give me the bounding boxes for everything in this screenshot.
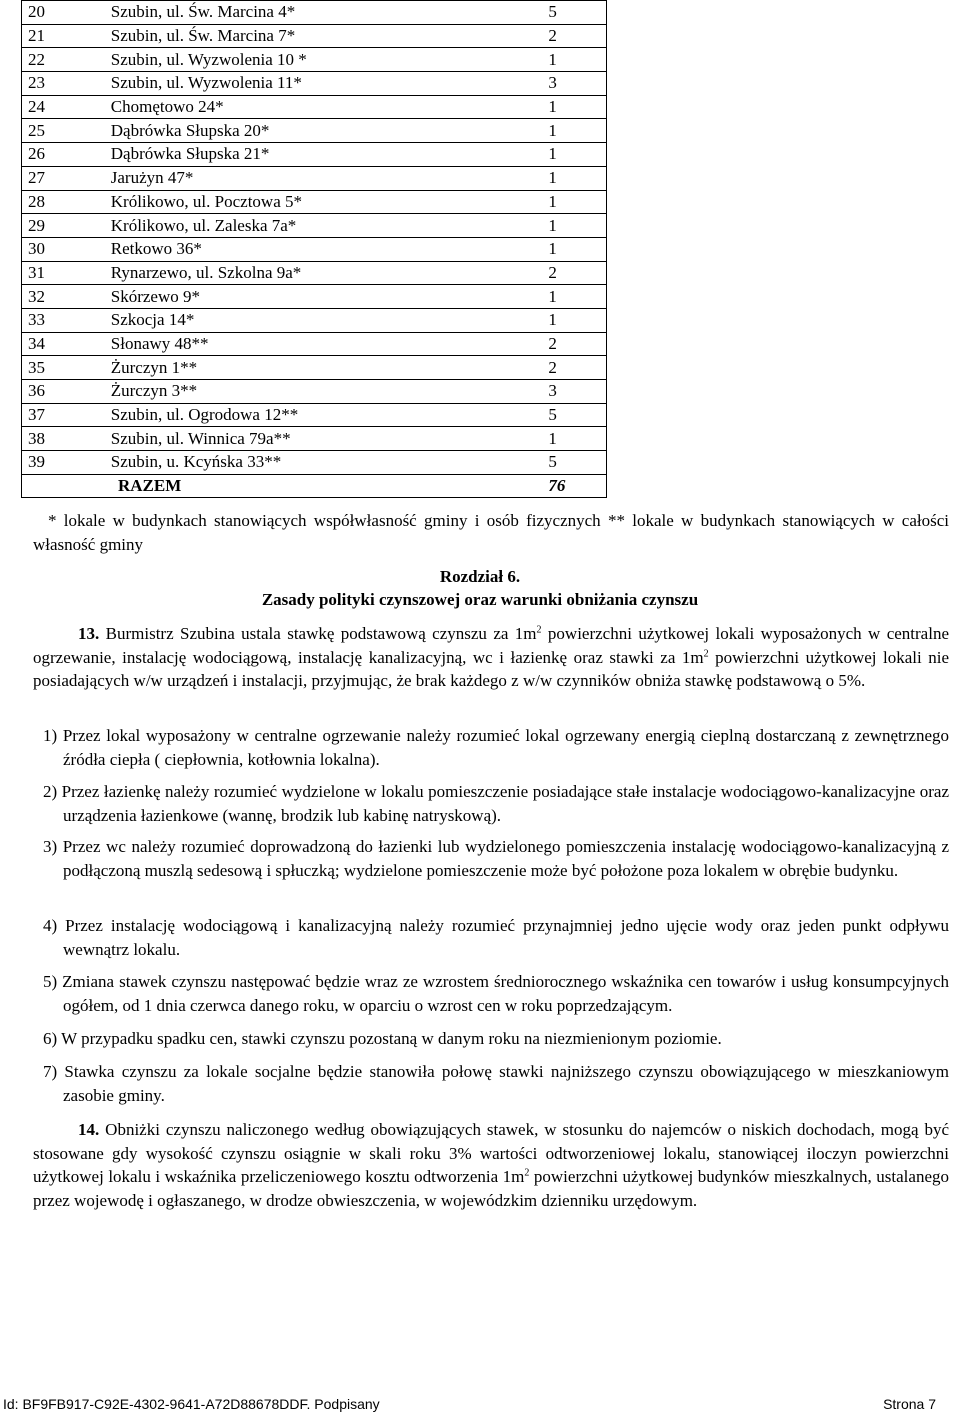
table-row — [22, 48, 607, 72]
row-number: 34 — [22, 332, 80, 356]
table-row — [22, 166, 607, 190]
row-count: 2 — [542, 261, 606, 285]
paragraph-13-number: 13. — [78, 624, 100, 643]
row-number: 33 — [22, 308, 80, 332]
paragraph-14-text-b: powierzchni użytkowej budynków mieszkalnych, ustalanego przez wojewodę i ogłaszanego, w drodze obwieszczenia, w wojewódzkim dzienniku urzędowym. — [33, 1167, 949, 1210]
paragraph-13-text-c: powierzchni użytkowej lokali nie posiadających w/w urządzeń i instalacji, przyjmując, że brak każdego z w/w czynników obniża stawkę podstawową o 5%. — [33, 647, 950, 690]
chapter-title: Rozdział 6. — [439, 567, 521, 586]
paragraph-13-sup-a: 2 — [536, 624, 542, 636]
row-number: 39 — [22, 451, 80, 475]
row-count: 1 — [542, 285, 606, 309]
row-number: 23 — [22, 72, 80, 96]
table-row — [22, 237, 607, 261]
table-footnote: * lokale w budynkach stanowiących współwłasność gminy i osób fizycznych ** lokale w budynkach stanowiących w całości własność gminy — [33, 511, 949, 554]
table-row — [22, 95, 607, 119]
row-count: 5 — [542, 1, 606, 25]
row-address: Dąbrówka Słupska 21* — [80, 143, 543, 167]
list-item: 4) Przez instalację wodociągową i kanalizacyjną należy rozumieć przynajmniej jedno ujęcie wody oraz jeden punkt odpływu wewnątrz lokalu. — [43, 916, 949, 959]
row-number: 26 — [22, 143, 80, 167]
table-row — [22, 72, 607, 96]
row-address: Szubin, ul. Ogrodowa 12** — [80, 403, 543, 427]
row-address: Dąbrówka Słupska 20* — [80, 119, 543, 143]
page-number: Strona 7 — [883, 1396, 936, 1412]
chapter-subtitle: Zasady polityki czynszowej oraz warunki obniżania czynszu — [261, 590, 699, 609]
paragraph-13-sup-b: 2 — [703, 647, 709, 659]
row-count: 2 — [542, 356, 606, 380]
paragraph-14-text-a: Obniżki czynszu naliczonego według obowiązujących stawek, w stosunku do najemców o niskich dochodach, mogą być stosowane gdy wysokość czynszu osiągnie w skali roku 3% wartości odtworzeniowej lokalu, stanowiącej iloczyn powierzchni użytkowej lokalu i wskaźnika przeliczeniowego kosztu odtworzenia 1m — [33, 1120, 949, 1186]
row-number: 24 — [22, 95, 80, 119]
row-count: 5 — [542, 451, 606, 475]
table-row — [22, 1, 607, 25]
table-row — [22, 380, 607, 404]
row-count: 1 — [542, 166, 606, 190]
row-address: Skórzewo 9* — [80, 285, 543, 309]
table-row — [22, 261, 607, 285]
total-value: 76 — [542, 474, 606, 498]
table-total-row — [22, 474, 607, 498]
row-address: Szubin, ul. Św. Marcina 4* — [80, 1, 543, 25]
row-number: 29 — [22, 214, 80, 238]
row-count: 3 — [542, 380, 606, 404]
total-label: RAZEM — [22, 474, 543, 498]
table-row — [22, 451, 607, 475]
paragraph-13-text-a: Burmistrz Szubina ustala stawkę podstawową czynszu za 1m — [99, 624, 537, 643]
row-count: 1 — [542, 214, 606, 238]
row-number: 27 — [22, 166, 80, 190]
row-count: 1 — [542, 143, 606, 167]
row-number: 22 — [22, 48, 80, 72]
row-count: 1 — [542, 95, 606, 119]
row-number: 36 — [22, 380, 80, 404]
table-row — [22, 119, 607, 143]
paragraph-14 — [33, 1118, 949, 1212]
row-number: 30 — [22, 237, 80, 261]
table-row — [22, 308, 607, 332]
units-table-body — [22, 1, 607, 498]
row-number: 31 — [22, 261, 80, 285]
table-row — [22, 285, 607, 309]
row-address: Szubin, ul. Wyzwolenia 11* — [80, 72, 543, 96]
row-count: 2 — [542, 332, 606, 356]
row-count: 2 — [542, 24, 606, 48]
row-count: 1 — [542, 237, 606, 261]
table-row — [22, 24, 607, 48]
row-address: Rynarzewo, ul. Szkolna 9a* — [80, 261, 543, 285]
list-item: 3) Przez wc należy rozumieć doprowadzoną do łazienki lub wydzielonego pomieszczenia instalację wodociągowo-kanalizacyjną z podłączoną muszlą sedesową i spłuczką; wydzielone pomieszczenie może być położone poza lokalem w obrębie budynku. — [43, 837, 949, 880]
row-number: 20 — [22, 1, 80, 25]
table-row — [22, 332, 607, 356]
row-number: 38 — [22, 427, 80, 451]
row-count: 1 — [542, 48, 606, 72]
row-number: 35 — [22, 356, 80, 380]
row-number: 37 — [22, 403, 80, 427]
list-item: 5) Zmiana stawek czynszu następować będzie wraz ze wzrostem średniorocznego wskaźnika cen towarów i usług konsumpcyjnych ogółem, od 1 dnia czerwca danego roku, w oparciu o wzrost cen w roku poprzedzającym. — [43, 972, 949, 1015]
table-row — [22, 403, 607, 427]
row-count: 1 — [542, 119, 606, 143]
row-address: Żurczyn 3** — [80, 380, 543, 404]
row-number: 32 — [22, 285, 80, 309]
document-id: Id: BF9FB917-C92E-4302-9641-A72D88678DDF. Podpisany — [3, 1396, 380, 1412]
paragraph-14-number: 14. — [78, 1120, 100, 1139]
row-address: Szkocja 14* — [80, 308, 543, 332]
list-item: 2) Przez łazienkę należy rozumieć wydzielone w lokalu pomieszczenie posiadające stałe instalacje wodociągowo-kanalizacyjne oraz urządzenia łazienkowe (wannę, brodzik lub kabinę natryskową). — [43, 782, 949, 825]
row-address: Retkowo 36* — [80, 237, 543, 261]
paragraph-13 — [33, 622, 949, 693]
row-count: 5 — [542, 403, 606, 427]
row-address: Słonawy 48** — [80, 332, 543, 356]
row-address: Szubin, ul. Św. Marcina 7* — [80, 24, 543, 48]
table-row — [22, 143, 607, 167]
paragraph-14-sup-a: 2 — [524, 1167, 530, 1179]
row-count: 3 — [542, 72, 606, 96]
row-number: 21 — [22, 24, 80, 48]
row-address: Szubin, u. Kcyńska 33** — [80, 451, 543, 475]
row-address: Jarużyn 47* — [80, 166, 543, 190]
list-item: 1) Przez lokal wyposażony w centralne ogrzewanie należy rozumieć lokal ogrzewany energią cieplną dostarczaną z zewnętrznego źródła ciepła ( ciepłownia, kotłownia lokalna). — [43, 726, 949, 769]
row-number: 25 — [22, 119, 80, 143]
row-address: Szubin, ul. Wyzwolenia 10 * — [80, 48, 543, 72]
row-count: 1 — [542, 427, 606, 451]
table-row — [22, 190, 607, 214]
row-count: 1 — [542, 308, 606, 332]
table-row — [22, 427, 607, 451]
row-address: Szubin, ul. Winnica 79a** — [80, 427, 543, 451]
paragraph-13-text-b: powierzchni użytkowej lokali wyposażonych w centralne ogrzewanie, instalację wodociągową, instalację kanalizacyjną, wc i łazienkę oraz stawki za 1m — [33, 624, 949, 667]
table-row — [22, 356, 607, 380]
list-item: 7) Stawka czynszu za lokale socjalne będzie stanowiła połowę stawki najniższego czynszu obowiązującego w mieszkaniowym zasobie gminy. — [43, 1062, 949, 1105]
table-row — [22, 214, 607, 238]
units-table — [21, 0, 607, 498]
row-number: 28 — [22, 190, 80, 214]
row-address: Żurczyn 1** — [80, 356, 543, 380]
row-count: 1 — [542, 190, 606, 214]
list-item: 6) W przypadku spadku cen, stawki czynszu pozostaną w danym roku na niezmienionym poziomie. — [43, 1029, 722, 1048]
row-address: Królikowo, ul. Zaleska 7a* — [80, 214, 543, 238]
row-address: Chomętowo 24* — [80, 95, 543, 119]
row-address: Królikowo, ul. Pocztowa 5* — [80, 190, 543, 214]
